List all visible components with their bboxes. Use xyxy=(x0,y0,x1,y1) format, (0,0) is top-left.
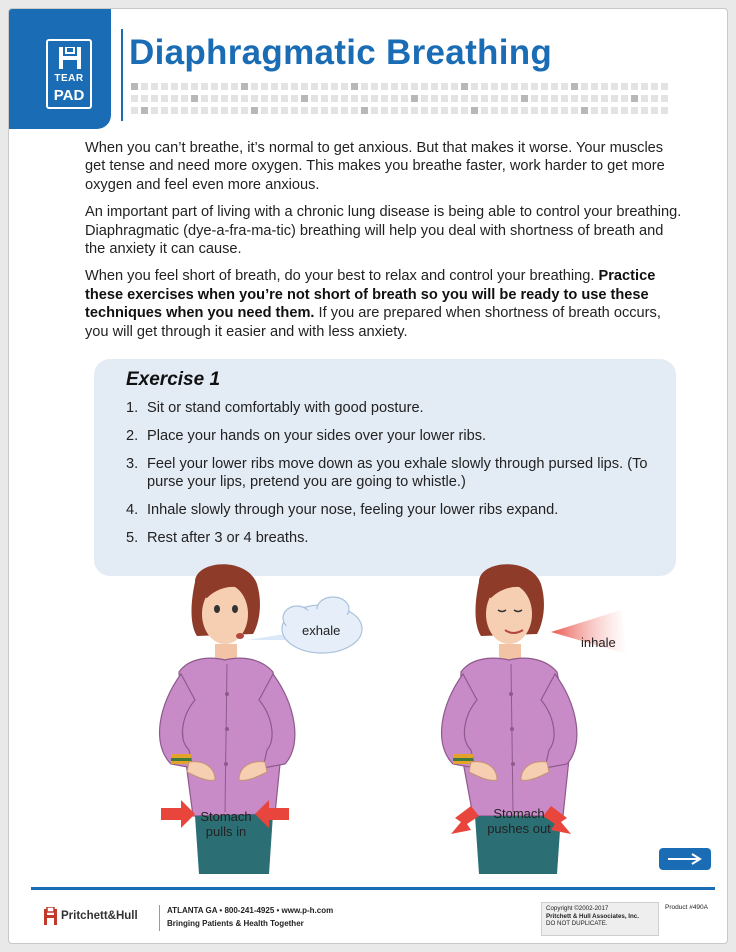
grid-dot xyxy=(431,83,438,90)
grid-dot xyxy=(481,95,488,102)
contact-info: ATLANTA GA • 800-241-4925 • www.p-h.com xyxy=(167,906,334,915)
grid-dot xyxy=(581,95,588,102)
grid-dot xyxy=(631,95,638,102)
grid-dot xyxy=(211,95,218,102)
step-item xyxy=(126,501,666,519)
grid-dot xyxy=(411,83,418,90)
copyright-box xyxy=(541,902,659,936)
copyright-line-2: Pritchett & Hull Associates, Inc. xyxy=(546,912,639,920)
grid-dot xyxy=(521,83,528,90)
grid-dot xyxy=(591,95,598,102)
grid-dot xyxy=(351,83,358,90)
grid-dot xyxy=(511,107,518,114)
grid-dot xyxy=(381,107,388,114)
grid-dot xyxy=(551,107,558,114)
grid-dot xyxy=(611,83,618,90)
grid-dot xyxy=(181,107,188,114)
grid-dot xyxy=(321,107,328,114)
grid-dot xyxy=(551,83,558,90)
inhale-caption xyxy=(479,806,559,836)
grid-dot xyxy=(601,107,608,114)
grid-dot xyxy=(381,83,388,90)
grid-dot xyxy=(411,107,418,114)
grid-dot xyxy=(271,83,278,90)
step-text: Sit or stand comfortably with good posture. xyxy=(147,400,424,416)
grid-dot xyxy=(291,107,298,114)
grid-dot xyxy=(321,83,328,90)
grid-dot xyxy=(601,95,608,102)
intro-text xyxy=(85,139,685,350)
grid-dot xyxy=(191,83,198,90)
grid-dot xyxy=(581,107,588,114)
grid-dot xyxy=(281,83,288,90)
step-item xyxy=(126,399,666,417)
grid-dot xyxy=(311,83,318,90)
intro-paragraph-1: When you can’t breathe, it’s normal to get anxious. But that makes it worse. Your muscles get tense and need more oxygen. This makes you breathe faster, work harder to get more oxygen and feel even more anxious. xyxy=(85,140,665,193)
intro-paragraph-2: An important part of living with a chronic lung disease is being able to control your breathing. Diaphragmatic (dye-a-fra-ma-tic) breathing will help you deal with shortness of breath and the anxiety it can cause. xyxy=(85,204,682,258)
grid-dot xyxy=(271,95,278,102)
grid-dot xyxy=(541,95,548,102)
grid-dot xyxy=(401,107,408,114)
grid-dot xyxy=(511,95,518,102)
grid-dot xyxy=(641,83,648,90)
grid-dot xyxy=(521,95,528,102)
grid-dot xyxy=(631,83,638,90)
grid-dot xyxy=(361,83,368,90)
grid-dot xyxy=(211,83,218,90)
grid-dot xyxy=(641,95,648,102)
grid-dot xyxy=(531,107,538,114)
grid-dot xyxy=(131,107,138,114)
grid-dot xyxy=(221,95,228,102)
grid-dot xyxy=(241,83,248,90)
footer-rule xyxy=(31,887,715,890)
grid-dot xyxy=(281,95,288,102)
exhale-caption-line2: pulls in xyxy=(205,824,247,839)
inhale-illustration xyxy=(401,554,641,874)
grid-dot xyxy=(651,107,658,114)
grid-dot xyxy=(271,107,278,114)
grid-dot xyxy=(621,95,628,102)
grid-dot xyxy=(611,107,618,114)
grid-dot xyxy=(651,95,658,102)
grid-dot xyxy=(151,83,158,90)
grid-dot xyxy=(211,107,218,114)
inhale-caption-line2: pushes out xyxy=(487,821,551,836)
grid-dot xyxy=(391,107,398,114)
grid-dot xyxy=(151,107,158,114)
grid-dot xyxy=(141,83,148,90)
grid-dot xyxy=(441,83,448,90)
grid-dot xyxy=(181,83,188,90)
step-number: 5. xyxy=(126,530,139,546)
grid-dot xyxy=(411,95,418,102)
step-text: Place your hands on your sides over your lower ribs. xyxy=(147,428,487,444)
ph-logo-icon xyxy=(43,907,59,925)
step-number: 3. xyxy=(126,456,139,472)
footer-divider xyxy=(159,905,160,931)
grid-dot xyxy=(201,83,208,90)
grid-dot xyxy=(231,95,238,102)
grid-dot xyxy=(241,95,248,102)
grid-dot xyxy=(501,83,508,90)
exhale-caption-line1: Stomach xyxy=(200,809,252,824)
copyright-line-3: DO NOT DUPLICATE. xyxy=(546,920,608,928)
step-item xyxy=(126,427,666,445)
grid-dot xyxy=(201,95,208,102)
grid-dot xyxy=(511,83,518,90)
grid-dot xyxy=(361,107,368,114)
exercise-steps xyxy=(126,399,666,557)
grid-dot xyxy=(491,95,498,102)
grid-dot xyxy=(291,83,298,90)
exhale-label: exhale xyxy=(302,623,341,638)
grid-dot xyxy=(261,95,268,102)
page-title: Diaphragmatic Breathing xyxy=(129,33,553,72)
grid-dot xyxy=(561,83,568,90)
grid-dot xyxy=(351,107,358,114)
grid-dot xyxy=(361,95,368,102)
grid-dot xyxy=(251,83,258,90)
step-text: Inhale slowly through your nose, feeling your lower ribs expand. xyxy=(147,502,559,518)
grid-dot xyxy=(561,107,568,114)
grid-dot xyxy=(531,83,538,90)
grid-dot xyxy=(541,107,548,114)
grid-dot xyxy=(231,107,238,114)
grid-dot xyxy=(341,95,348,102)
grid-dot xyxy=(461,107,468,114)
grid-dot xyxy=(621,107,628,114)
grid-dot xyxy=(451,95,458,102)
grid-dot xyxy=(441,107,448,114)
inhale-caption-line1: Stomach xyxy=(493,806,545,821)
grid-dot xyxy=(241,107,248,114)
grid-dot xyxy=(221,107,228,114)
company-tagline: Bringing Patients & Health Together xyxy=(167,919,304,928)
next-page-button[interactable] xyxy=(659,848,711,870)
title-rule xyxy=(121,29,123,121)
grid-dot xyxy=(551,95,558,102)
grid-dot xyxy=(291,95,298,102)
grid-dot xyxy=(331,107,338,114)
grid-dot xyxy=(571,83,578,90)
grid-dot xyxy=(311,107,318,114)
grid-dot xyxy=(481,83,488,90)
grid-dot xyxy=(471,95,478,102)
right-arrow-icon xyxy=(668,853,702,865)
grid-dot xyxy=(561,95,568,102)
grid-dot xyxy=(341,83,348,90)
tear-pad-logo-icon xyxy=(46,39,92,109)
company-name: Pritchett&Hull xyxy=(61,910,138,922)
grid-dot xyxy=(421,95,428,102)
step-text: Rest after 3 or 4 breaths. xyxy=(147,530,309,546)
grid-dot xyxy=(261,107,268,114)
grid-dot xyxy=(161,107,168,114)
grid-dot xyxy=(501,107,508,114)
grid-dot xyxy=(591,107,598,114)
grid-dot xyxy=(251,95,258,102)
grid-dot xyxy=(491,107,498,114)
grid-dot xyxy=(421,107,428,114)
grid-dot xyxy=(301,107,308,114)
logo-line-tear: TEAR xyxy=(54,73,84,84)
grid-dot xyxy=(301,95,308,102)
step-item xyxy=(126,529,666,547)
grid-dot xyxy=(451,107,458,114)
exhale-caption xyxy=(189,809,263,839)
copyright-line-1: Copyright ©2002-2017 xyxy=(546,905,609,912)
grid-dot xyxy=(161,83,168,90)
grid-dot xyxy=(201,107,208,114)
exercise-panel xyxy=(94,359,676,576)
grid-dot xyxy=(161,95,168,102)
grid-dot xyxy=(281,107,288,114)
grid-dot xyxy=(131,95,138,102)
grid-dot xyxy=(501,95,508,102)
grid-dot xyxy=(301,83,308,90)
grid-dot xyxy=(231,83,238,90)
step-number: 1. xyxy=(126,400,139,416)
grid-dot xyxy=(491,83,498,90)
grid-dot xyxy=(141,95,148,102)
grid-dot xyxy=(631,107,638,114)
grid-dot xyxy=(661,107,668,114)
intro-p3-end: If you are prepared when shortness of breath occurs, you will get through it easier and with less anxiety. xyxy=(85,305,661,340)
intro-p3-start: When you feel short of breath, do your best to relax and control your breathing. xyxy=(85,268,599,285)
grid-dot xyxy=(611,95,618,102)
step-number: 2. xyxy=(126,428,139,444)
intro-paragraph-3 xyxy=(85,267,685,341)
grid-dot xyxy=(401,83,408,90)
grid-dot xyxy=(221,83,228,90)
grid-dot xyxy=(581,83,588,90)
grid-dot xyxy=(591,83,598,90)
exhale-illustration xyxy=(97,554,377,874)
grid-dot xyxy=(571,107,578,114)
grid-dot xyxy=(331,83,338,90)
inhale-label: inhale xyxy=(581,635,616,650)
grid-dot xyxy=(571,95,578,102)
grid-dot xyxy=(151,95,158,102)
grid-dot xyxy=(171,83,178,90)
tear-pad-logo xyxy=(9,9,111,129)
grid-dot xyxy=(341,107,348,114)
grid-dot xyxy=(311,95,318,102)
product-number: Product #490A xyxy=(665,904,709,911)
grid-dot xyxy=(661,83,668,90)
grid-dot xyxy=(171,107,178,114)
grid-dot xyxy=(421,83,428,90)
grid-dot xyxy=(471,83,478,90)
grid-dot xyxy=(521,107,528,114)
grid-dot xyxy=(541,83,548,90)
grid-dot xyxy=(191,107,198,114)
grid-dot xyxy=(171,95,178,102)
handout-page xyxy=(8,8,728,944)
grid-dot xyxy=(181,95,188,102)
grid-dot xyxy=(641,107,648,114)
grid-dot xyxy=(191,95,198,102)
grid-dot xyxy=(531,95,538,102)
grid-dot xyxy=(371,83,378,90)
decorative-dot-grid xyxy=(131,83,681,119)
grid-dot xyxy=(371,95,378,102)
grid-dot xyxy=(481,107,488,114)
grid-dot xyxy=(441,95,448,102)
grid-dot xyxy=(351,95,358,102)
grid-dot xyxy=(141,107,148,114)
grid-dot xyxy=(371,107,378,114)
grid-dot xyxy=(471,107,478,114)
grid-dot xyxy=(391,95,398,102)
pritchett-hull-logo xyxy=(43,907,163,927)
grid-dot xyxy=(251,107,258,114)
exercise-title: Exercise 1 xyxy=(126,369,221,390)
logo-line-pad: PAD xyxy=(53,87,85,104)
grid-dot xyxy=(461,83,468,90)
grid-dot xyxy=(131,83,138,90)
grid-dot xyxy=(401,95,408,102)
grid-dot xyxy=(381,95,388,102)
step-item xyxy=(126,455,666,491)
ph-monogram-icon xyxy=(56,47,84,69)
grid-dot xyxy=(461,95,468,102)
grid-dot xyxy=(391,83,398,90)
grid-dot xyxy=(661,95,668,102)
step-text: Feel your lower ribs move down as you exhale slowly through pursed lips. (To purse your lips, pretend you are going to whistle.) xyxy=(147,456,648,490)
step-number: 4. xyxy=(126,502,139,518)
grid-dot xyxy=(651,83,658,90)
grid-dot xyxy=(451,83,458,90)
grid-dot xyxy=(431,107,438,114)
grid-dot xyxy=(331,95,338,102)
grid-dot xyxy=(261,83,268,90)
grid-dot xyxy=(431,95,438,102)
grid-dot xyxy=(601,83,608,90)
intro-p3-bold: Practice these exercises when you’re not short of breath so you will be ready to use these techniques when you need them. xyxy=(85,268,656,322)
grid-dot xyxy=(321,95,328,102)
grid-dot xyxy=(621,83,628,90)
